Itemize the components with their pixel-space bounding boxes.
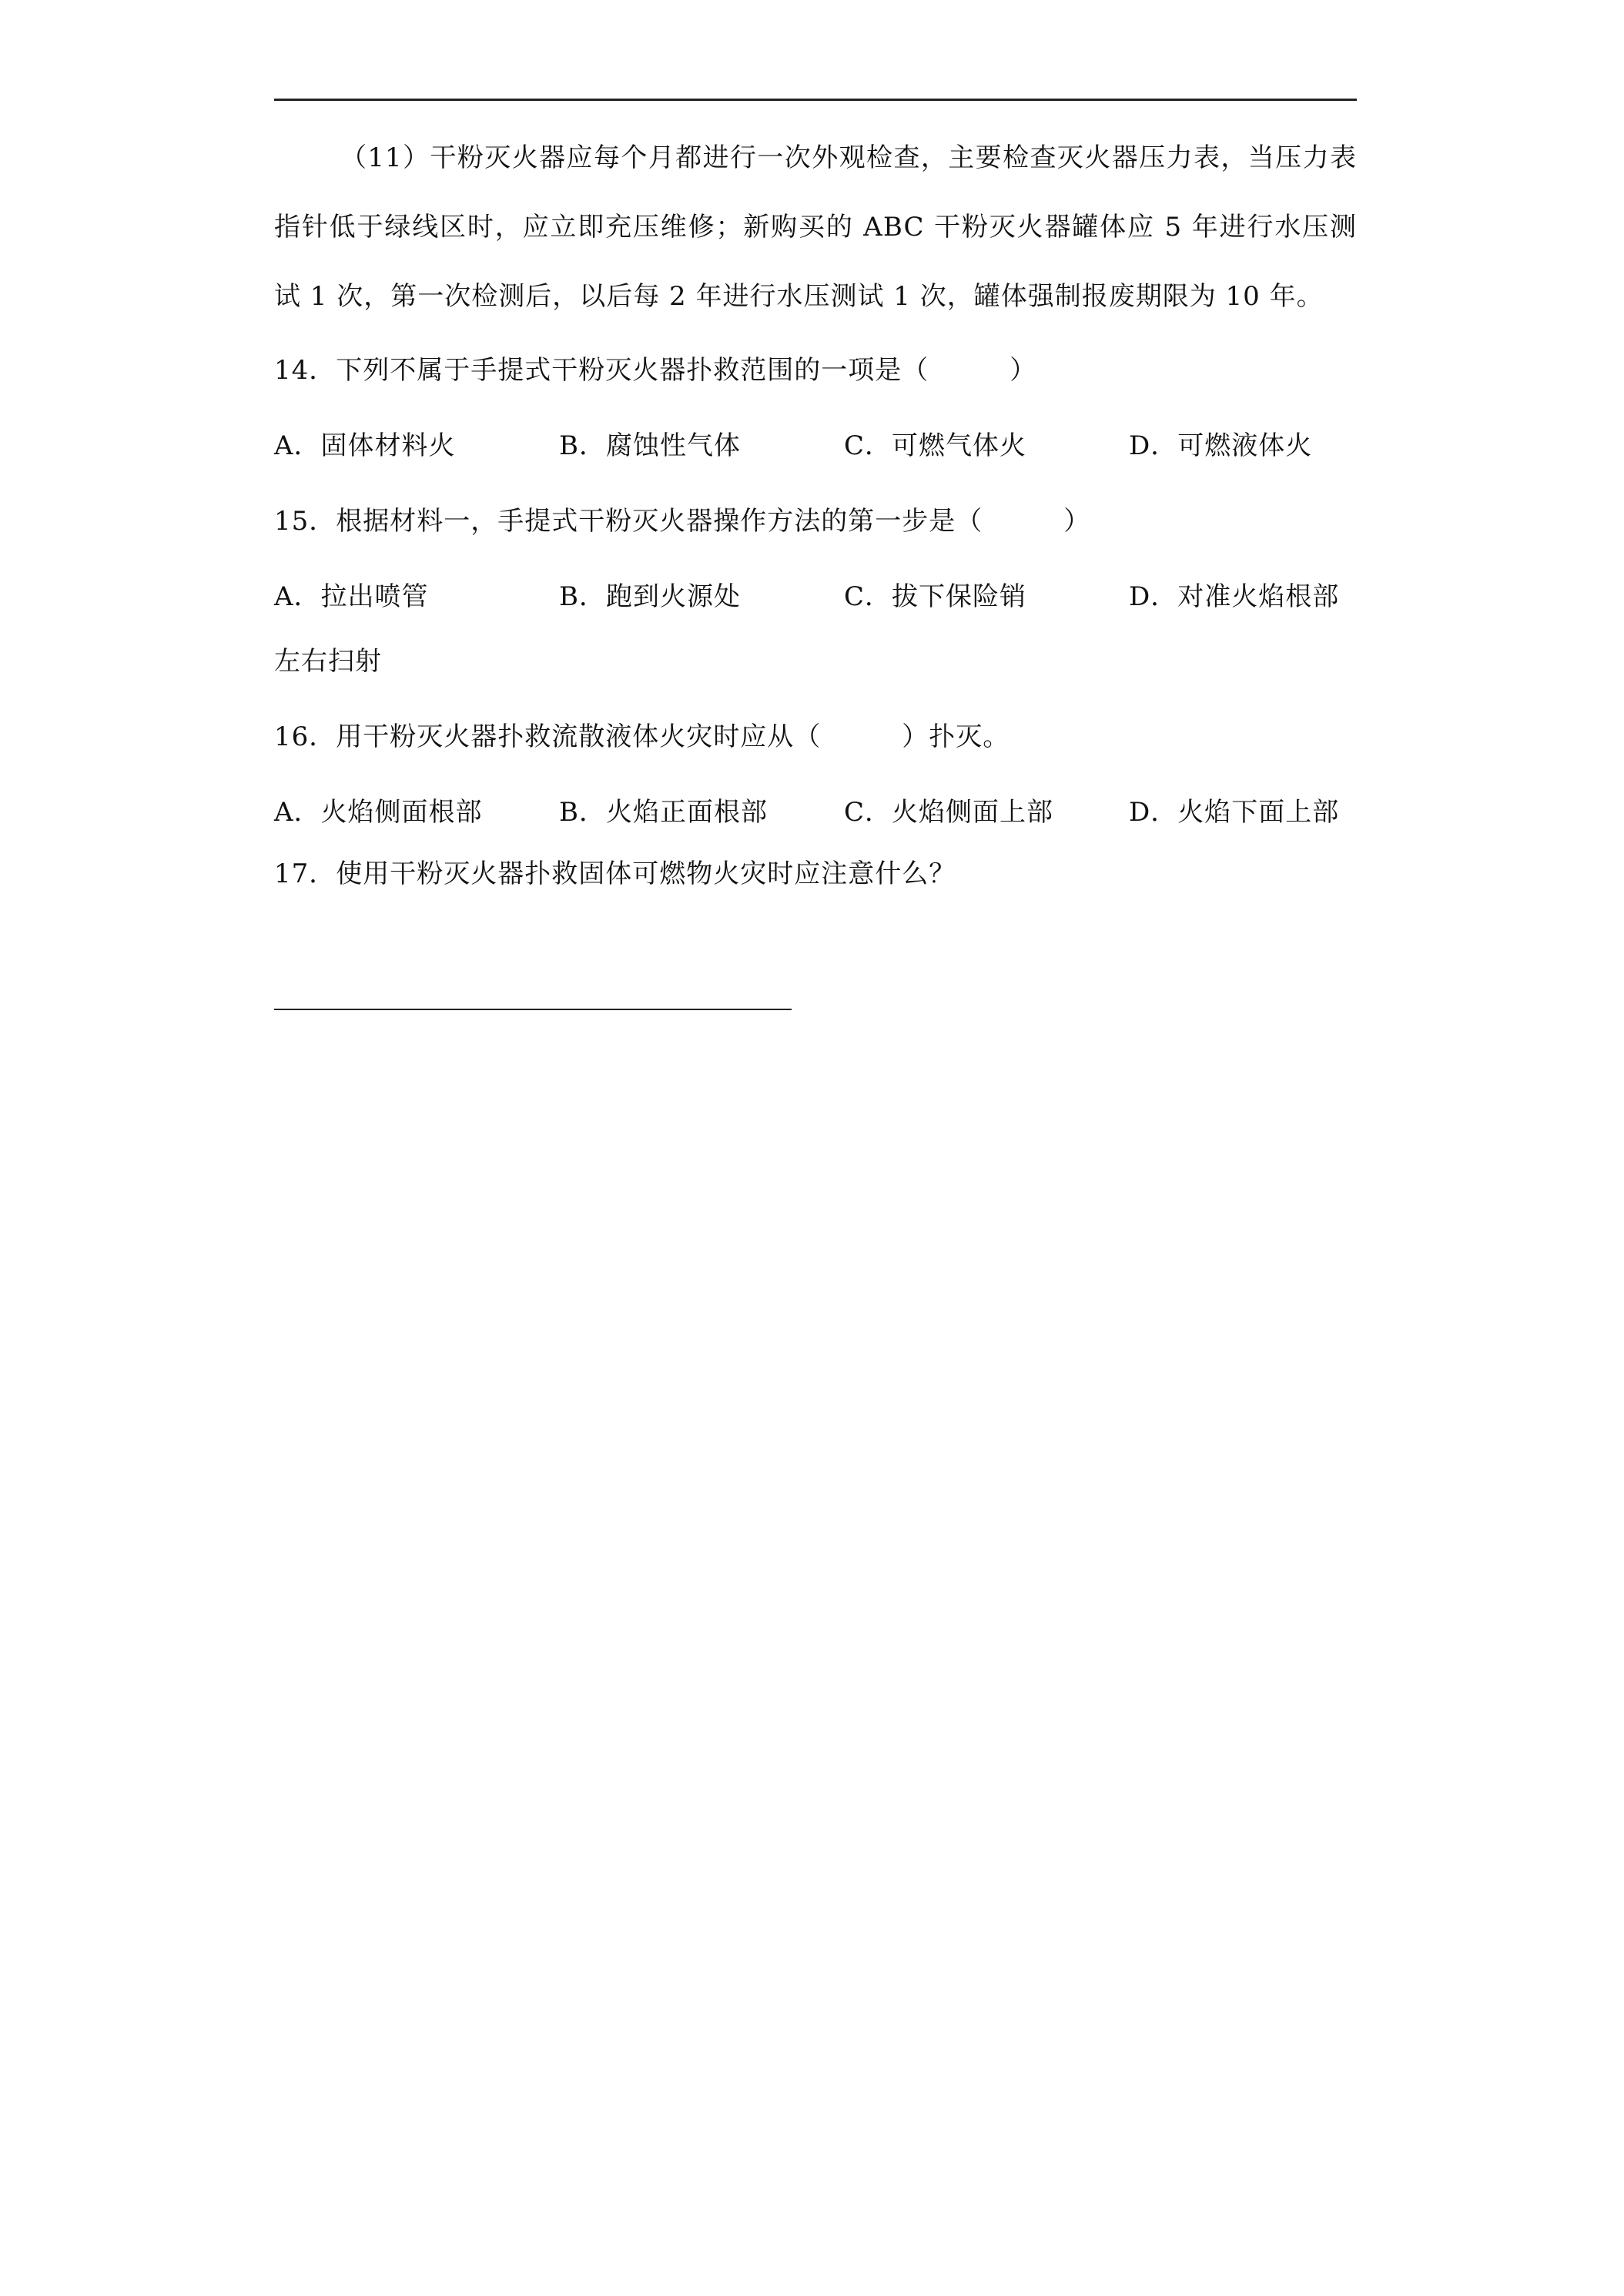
q16-option-b[interactable]: B．火焰正面根部	[559, 797, 768, 828]
q16-option-c[interactable]: C．火焰侧面上部	[844, 797, 1054, 828]
question-14-stem: 14．下列不属于手提式干粉灭火器扑救范围的一项是（ ）	[274, 355, 1037, 386]
question-15-stem: 15．根据材料一，手提式干粉灭火器操作方法的第一步是（ ）	[274, 506, 1091, 537]
question-14-options	[274, 427, 1357, 465]
q15-option-c[interactable]: C．拔下保险销	[844, 581, 1027, 612]
q15-option-b[interactable]: B．跑到火源处	[559, 581, 741, 612]
q15-option-a[interactable]: A．拉出喷管	[274, 581, 429, 612]
answer-blank-line[interactable]	[274, 1009, 792, 1010]
q16-option-d[interactable]: D．火焰下面上部	[1129, 797, 1340, 828]
question-15-options	[274, 577, 1357, 616]
q15-option-d-continuation: 左右扫射	[274, 646, 382, 677]
header-rule	[274, 99, 1357, 101]
q14-option-d[interactable]: D．可燃液体火	[1129, 430, 1313, 461]
q14-option-a[interactable]: A．固体材料火	[274, 430, 456, 461]
q16-option-a[interactable]: A．火焰侧面根部	[274, 797, 483, 828]
paragraph-11: （11）干粉灭火器应每个月都进行一次外观检查，主要检查灭火器压力表，当压力表指针低于绿线区时，应立即充压维修；新购买的 ABC 干粉灭火器罐体应 5 年进行水压测试 1 次，第一次检测后，以后每 2 年进行水压测试 1 次，罐体强制报废期限为 10 年。	[274, 142, 1357, 312]
q14-option-c[interactable]: C．可燃气体火	[844, 430, 1027, 461]
question-16-stem: 16．用干粉灭火器扑救流散液体火灾时应从（ ）扑灭。	[274, 721, 1010, 752]
question-17-stem: 17．使用干粉灭火器扑救固体可燃物火灾时应注意什么？	[274, 858, 956, 889]
page-content	[274, 123, 1357, 893]
q15-option-d[interactable]: D．对准火焰根部	[1129, 581, 1340, 612]
question-16-options	[274, 793, 1357, 832]
q14-option-b[interactable]: B．腐蚀性气体	[559, 430, 741, 461]
